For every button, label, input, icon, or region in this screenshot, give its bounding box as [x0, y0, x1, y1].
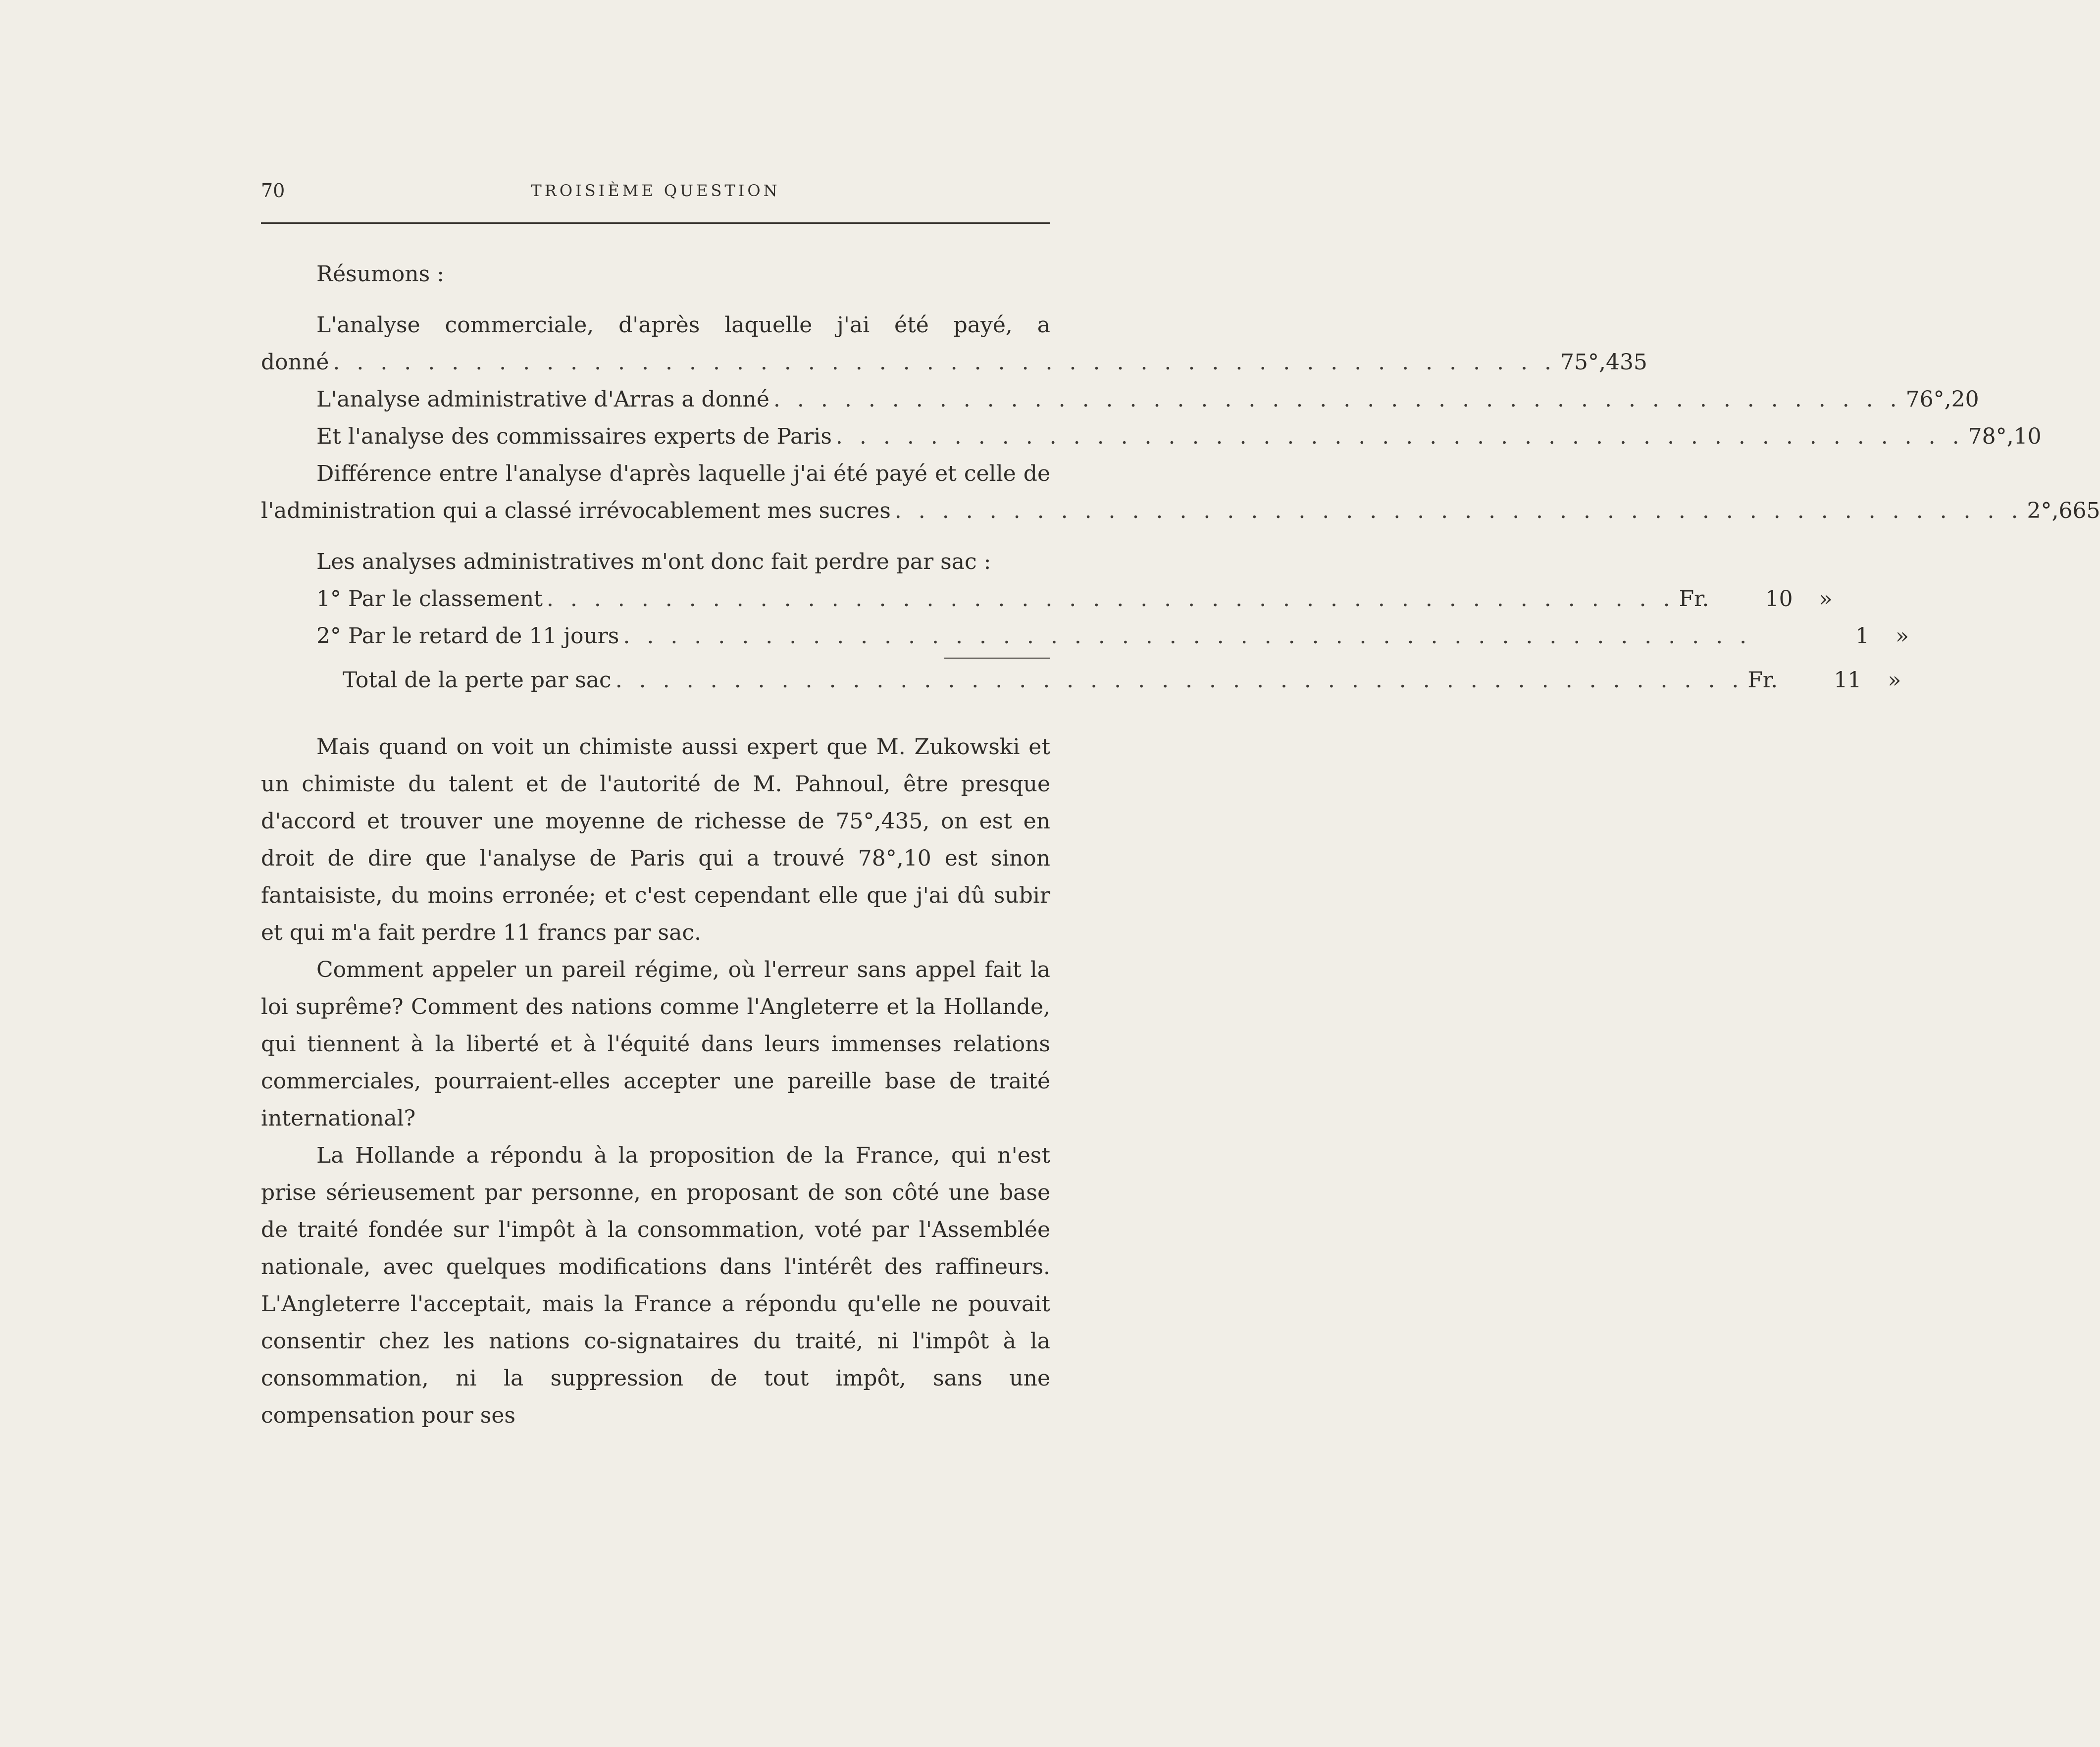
dot-leader: . . . . . . . . . . . . . . . . . . . . . . . . . . . . . . . . . . . . . . . . . . . . . . . . — [835, 424, 1964, 449]
loss-item-amount: 1 — [1855, 623, 1870, 649]
loss-total-amount: 11 — [1834, 668, 1862, 693]
dot-leader: . . . . . . . . . . . . . . . . . . . . . . . . . . . . . . . . . . . . . . . . . . . . . . . . — [623, 623, 1752, 649]
recap-line-2 — [261, 381, 1979, 418]
dot-leader: . . . . . . . . . . . . . . . . . . . . . . . . . . . . . . . . . . . . . . . . . . . . . . . . — [615, 668, 1744, 693]
spacer — [261, 293, 1050, 307]
dot-leader: . . . . . . . . . . . . . . . . . . . . . . . . . . . . . . . . . . . . . . . . . . . . . . . . . . . . — [333, 350, 1556, 375]
dot-leader: . . . . . . . . . . . . . . . . . . . . . . . . . . . . . . . . . . . . . . . . . . . . . . . . — [546, 586, 1675, 612]
page-number: 70 — [261, 180, 285, 202]
recap-line-1-value: 75°,435 — [1560, 350, 1647, 375]
paragraph: La Hollande a répondu à la proposition de la France, qui n'est prise sérieusement par personne, en proposant de son côté une base de traité fondée sur l'impôt à la consommation, voté par l'Assemblée nationale, avec quelques modifications dans l'intérêt des raffineurs. L'Angleterre l'acceptait, mais la France a répondu qu'elle ne pouvait consentir chez les nations co-signataires du traité, ni l'impôt à la consommation, ni la suppression de tout impôt, sans une compensation pour ses — [261, 1143, 1050, 1428]
recap-line-4: Différence entre l'analyse d'après laquelle j'ai été payé et celle de — [316, 461, 1050, 486]
loss-total-mark: » — [1888, 668, 1901, 693]
recap-line-1-label: donné — [261, 350, 329, 375]
spacer — [261, 529, 1050, 543]
recap-line-3-label: Et l'analyse des commissaires experts de Paris — [316, 424, 832, 449]
recap-line-4-cont — [261, 492, 2100, 529]
dot-leader: . . . . . . . . . . . . . . . . . . . . . . . . . . . . . . . . . . . . . . . . . . . . . . . . — [773, 387, 1902, 412]
recap-line-4-value: 2°,665 — [2027, 498, 2100, 523]
loss-total-unit: Fr. — [1747, 668, 1778, 693]
running-title: TROISIÈME QUESTION — [531, 181, 780, 200]
paragraph: Mais quand on voit un chimiste aussi expert que M. Zukowski et un chimiste du talent et de l'autorité de M. Pahnoul, être presque d'accord et trouver une moyenne de richesse de 75°,435, on est en droit de dire que l'analyse de Paris qui a trouvé 78°,10 est sinon fantaisiste, du moins erronée; et c'est cependant elle que j'ai dû subir et qui m'a fait perdre 11 francs par sac. — [261, 734, 1050, 945]
book-page — [261, 172, 2100, 1434]
paragraph: Comment appeler un pareil régime, où l'erreur sans appel fait la loi suprême? Comment des nations comme l'Angleterre et la Hollande, qui tiennent à la liberté et à l'équité dans leurs immenses relations commerciales, pourraient-elles accepter une pareille base de traité international? — [261, 957, 1050, 1131]
dot-leader: . . . . . . . . . . . . . . . . . . . . . . . . . . . . . . . . . . . . . . . . . . . . . . . . — [894, 498, 2023, 523]
header-rule — [261, 222, 1050, 224]
losses-intro: Les analyses administratives m'ont donc fait perdre par sac : — [316, 549, 991, 574]
loss-item-amount: 10 — [1765, 586, 1793, 612]
recap-line-2-value: 76°,20 — [1905, 387, 1979, 412]
loss-item-label: 2° Par le retard de 11 jours — [316, 623, 619, 649]
recap-line-2-label: L'analyse administrative d'Arras a donné — [316, 387, 769, 412]
recap-line-1: L'analyse commerciale, d'après laquelle j'ai été payé, a — [316, 312, 1050, 338]
loss-item-mark: » — [1895, 623, 1909, 649]
recap-line-1-cont — [261, 344, 1647, 381]
sum-rule — [944, 658, 1050, 659]
page-header — [261, 172, 1050, 212]
spacer — [261, 699, 1050, 728]
loss-total — [261, 662, 1901, 699]
recap-line-3-value: 78°,10 — [1968, 424, 2042, 449]
loss-item-unit: Fr. — [1679, 586, 1709, 612]
loss-item-1 — [261, 580, 1833, 617]
recap-line-3 — [261, 418, 2042, 455]
recap-line-4-label: l'administration qui a classé irrévocablement mes sucres — [261, 498, 891, 523]
loss-item-mark: » — [1819, 586, 1833, 612]
loss-item-label: 1° Par le classement — [316, 586, 543, 612]
loss-item-2 — [261, 617, 1909, 655]
recap-heading: Résumons : — [316, 261, 445, 287]
loss-total-label: Total de la perte par sac — [343, 668, 612, 693]
